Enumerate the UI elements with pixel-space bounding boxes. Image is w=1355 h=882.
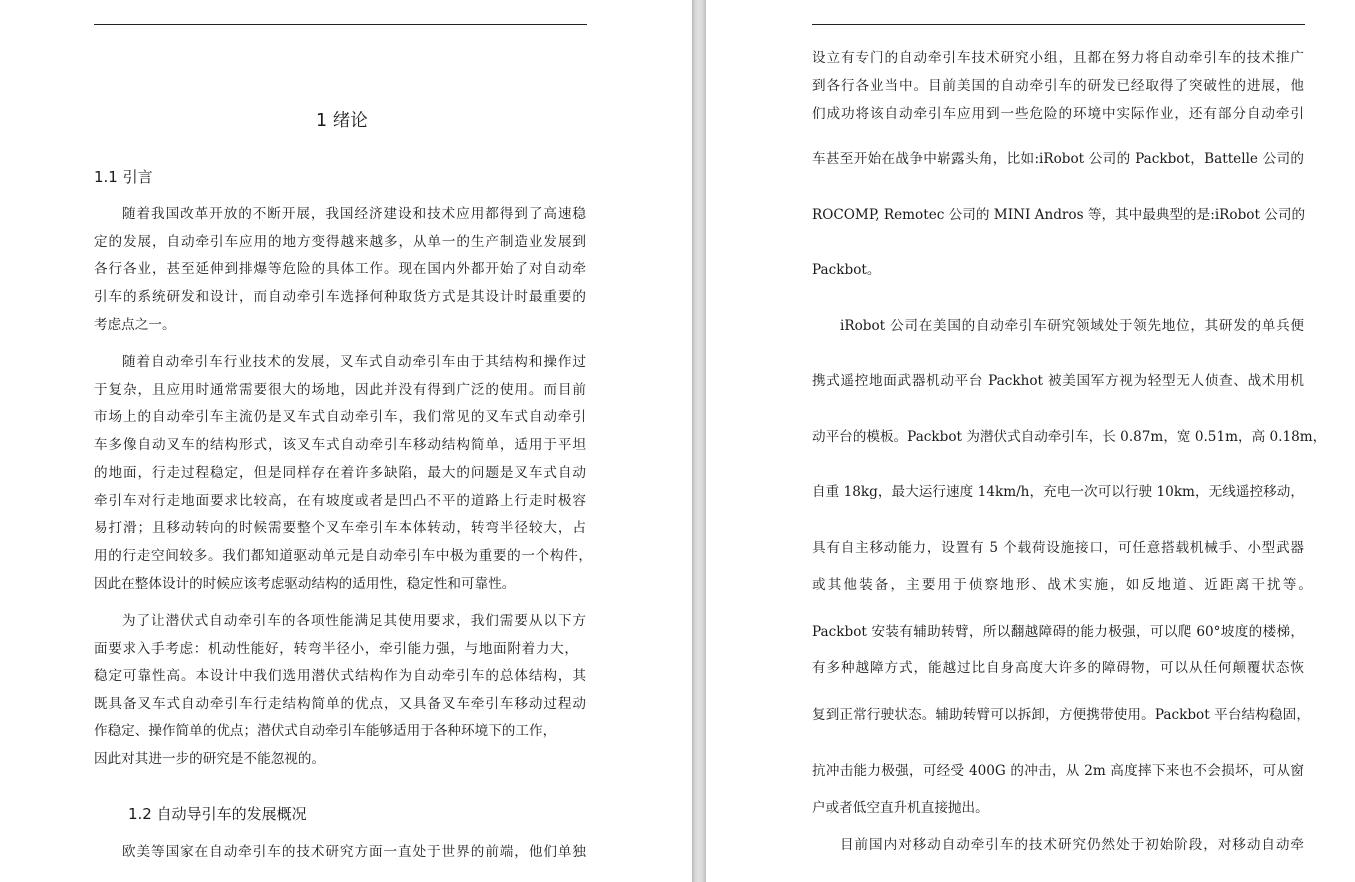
chapter-title: 1 绪论	[316, 111, 368, 131]
text-line: Packbot。	[812, 262, 881, 278]
text-line: 于复杂，且应用时通常需要很大的场地，因此并没有得到广泛的使用。而目前	[94, 382, 586, 398]
text-line: 自重 18kg，最大运行速度 14km/h，充电一次可以行驶 10km，无线遥控移动，	[812, 484, 1304, 500]
header-rule	[94, 24, 587, 25]
text-line: 或其他装备，主要用于侦察地形、战术实施，如反地道、近距离干扰等。	[812, 577, 1312, 593]
text-line: 们成功将该自动牵引车应用到一些危险的环境中实际作业，还有部分自动牵引	[812, 106, 1304, 122]
text-line: 设立有专门的自动牵引车技术研究小组，且都在努力将自动牵引车的技术推广	[812, 50, 1304, 66]
section-heading: 1.1 引言	[94, 168, 153, 186]
text-line: 随着自动牵引车行业技术的发展，叉车式自动牵引车由于其结构和操作过	[122, 354, 586, 370]
text-line: 面要求入手考虑：机动性能好，转弯半径小，牵引能力强，与地面附着力大，	[94, 641, 578, 657]
text-line: 具有自主移动能力，设置有 5 个载荷设施接口，可任意搭载机械手、小型武器	[812, 540, 1304, 556]
text-line: 各行各业，甚至延伸到排爆等危险的具体工作。现在国内外都开始了对自动牵	[94, 261, 586, 277]
text-line: 车多像自动叉车的结构形式，该叉车式自动牵引车移动结构简单，适用于平坦	[94, 437, 586, 453]
text-line: 复到正常行驶状态。辅助转臂可以拆卸，方便携带使用。Packbot 平台结构稳固，	[812, 707, 1310, 723]
text-line: 牵引车对行走地面要求比较高，在有坡度或者是凹凸不平的道路上行走时极容	[94, 493, 586, 509]
text-line: Packbot 安装有辅助转臂，所以翻越障碍的能力极强，可以爬 60°坡度的楼梯，	[812, 624, 1304, 640]
text-line: 因此在整体设计的时候应该考虑驱动结构的适用性，稳定性和可靠性。	[94, 576, 516, 592]
text-line: 到各行各业当中。目前美国的自动牵引车的研发已经取得了突破性的进展，他	[812, 78, 1304, 94]
text-line: 考虑点之一。	[94, 317, 176, 333]
text-line: 携式遥控地面武器机动平台 Packhot 被美国军方视为轻型无人侦查、战术用机	[812, 373, 1304, 389]
text-line: 有多种越障方式，能越过比自身高度大许多的障碍物，可以从任何颠覆状态恢	[812, 660, 1304, 676]
text-line: 车甚至开始在战争中崭露头角，比如:iRobot 公司的 Packbot，Battelle 公司的	[812, 151, 1304, 167]
text-line: 因此对其进一步的研究是不能忽视的。	[94, 751, 326, 767]
text-line: 稳定可靠性高。本设计中我们选用潜伏式结构作为自动牵引车的总体结构，其	[94, 668, 586, 684]
text-line: 欧美等国家在自动牵引车的技术研究方面一直处于世界的前端，他们单独	[122, 844, 586, 860]
text-line: 用的行走空间较多。我们都知道驱动单元是自动牵引车中极为重要的一个构件，	[94, 548, 592, 564]
text-line: 定的发展，自动牵引车应用的地方变得越来越多，从单一的生产制造业发展到	[94, 234, 586, 250]
text-line: 为了让潜伏式自动牵引车的各项性能满足其使用要求，我们需要从以下方	[122, 613, 586, 629]
text-line: 户或者低空直升机直接抛出。	[812, 800, 989, 816]
text-line: 市场上的自动牵引车主流仍是叉车式自动牵引车，我们常见的叉车式自动牵引	[94, 409, 586, 425]
text-line: ROCOMP, Remotec 公司的 MINI Andros 等，其中最典型的是:iRobot 公司的	[812, 207, 1306, 223]
text-line: 易打滑；且移动转向的时候需要整个叉车牵引车本体转动，转弯半径较大，占	[94, 520, 586, 536]
section-heading: 1.2 自动导引车的发展概况	[128, 805, 307, 823]
text-line: 既具备叉车式自动牵引车行走结构简单的优点，又具备叉车牵引车移动过程动	[94, 696, 586, 712]
page-gutter	[692, 0, 706, 882]
text-line: iRobot 公司在美国的自动牵引车研究领域处于领先地位，其研发的单兵便	[840, 318, 1304, 334]
text-line: 随着我国改革开放的不断开展，我国经济建设和技术应用都得到了高速稳	[122, 206, 586, 222]
text-line: 目前国内对移动自动牵引车的技术研究仍然处于初始阶段，对移动自动牵	[840, 837, 1304, 853]
text-line: 动平台的模板。Packbot 为潜伏式自动牵引车，长 0.87m，宽 0.51m，高 0.18m，	[812, 429, 1327, 445]
header-rule	[812, 24, 1305, 25]
right-page	[706, 0, 1355, 882]
text-line: 作稳定、操作简单的优点；潜伏式自动牵引车能够适用于各种环境下的工作，	[94, 723, 557, 739]
text-line: 抗冲击能力极强，可经受 400G 的冲击，从 2m 高度摔下来也不会损坏，可从窗	[812, 763, 1304, 779]
text-line: 的地面，行走过程稳定，但是同样存在着许多缺陷，最大的问题是叉车式自动	[94, 465, 586, 481]
text-line: 引车的系统研发和设计，而自动牵引车选择何种取货方式是其设计时最重要的	[94, 289, 586, 305]
